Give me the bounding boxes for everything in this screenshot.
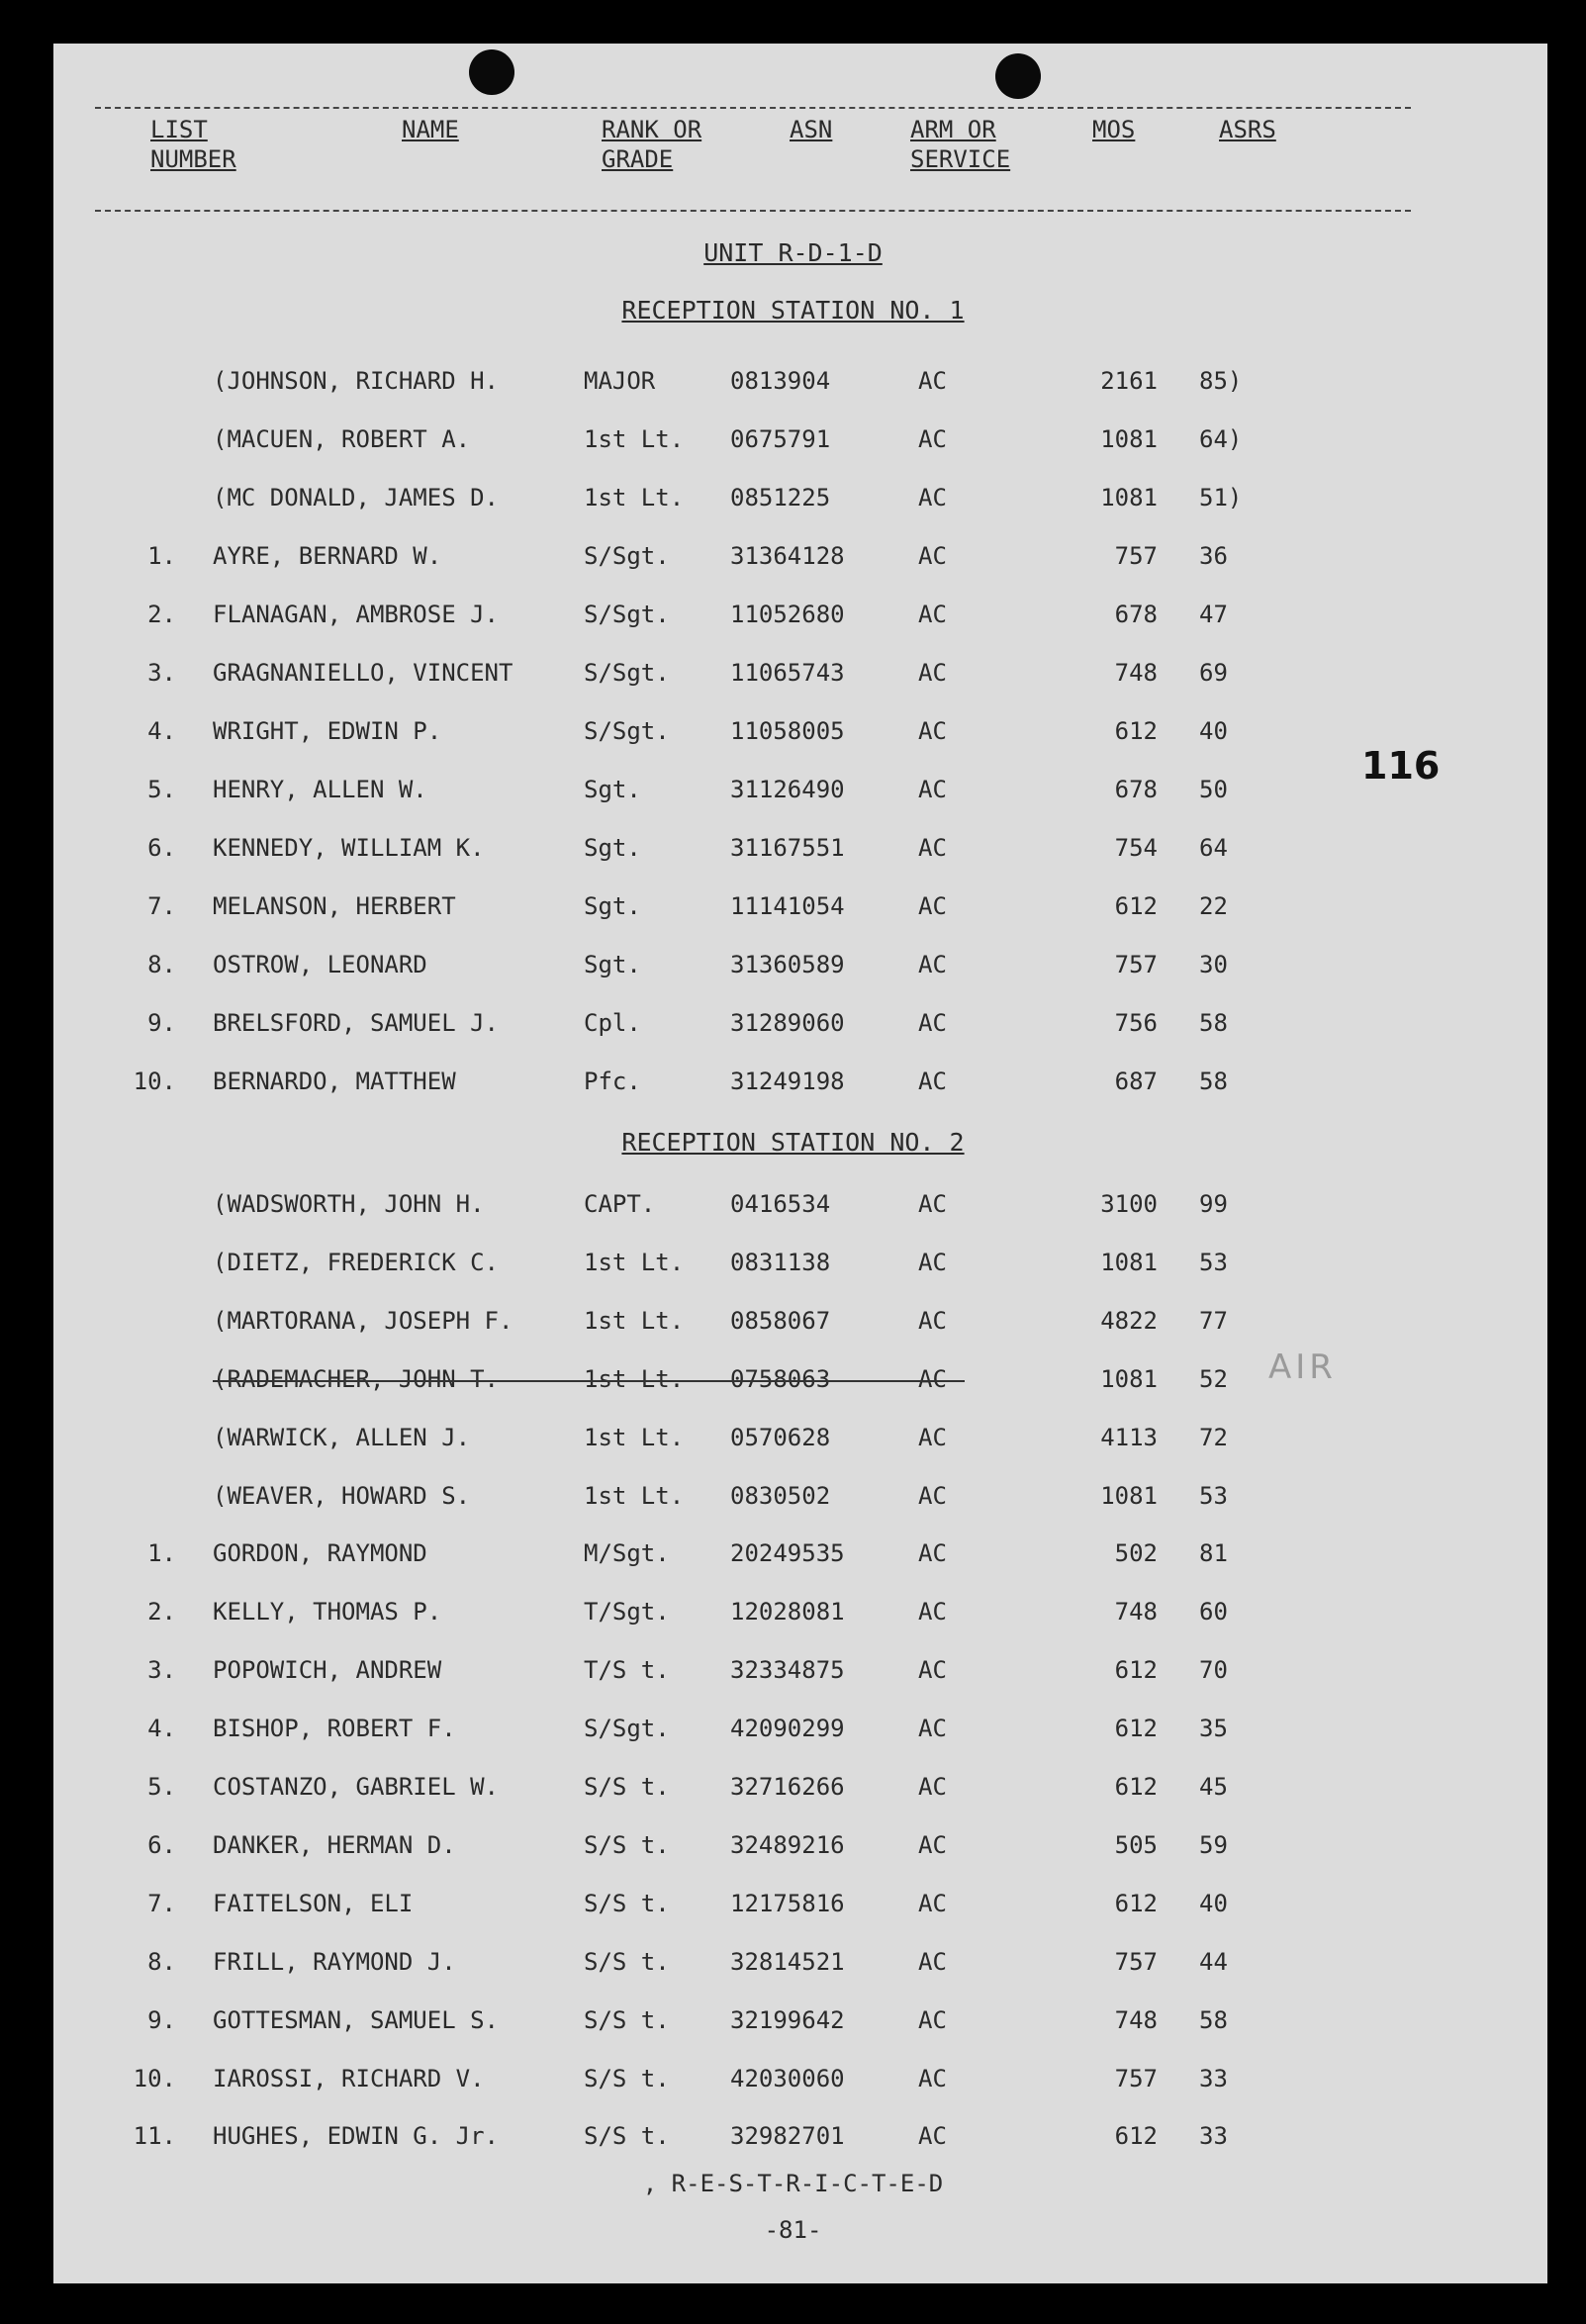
cell-asrs: 52 bbox=[1199, 1364, 1228, 1393]
strikethrough-line bbox=[213, 1380, 965, 1382]
cell-num: 2. bbox=[147, 1598, 176, 1627]
cell-rank: Pfc. bbox=[584, 1068, 641, 1095]
punch-hole bbox=[995, 53, 1041, 99]
unit-title: UNIT R-D-1-D bbox=[703, 238, 883, 267]
cell-asn: 0831138 bbox=[730, 1248, 831, 1276]
cell-asn: 32814521 bbox=[730, 1947, 845, 1976]
cell-mos: 757 bbox=[1114, 542, 1158, 570]
cell-rank: CAPT. bbox=[584, 1190, 656, 1218]
header-top-rule bbox=[95, 107, 1411, 109]
cell-asn: 32199642 bbox=[730, 2005, 845, 2034]
cell-name: (RADEMACHER, JOHN T. bbox=[213, 1364, 499, 1393]
cell-asn: 31249198 bbox=[730, 1068, 845, 1095]
header-asrs: ASRS bbox=[1219, 116, 1276, 143]
cell-arm: AC bbox=[918, 1009, 947, 1037]
table-row bbox=[0, 1831, 1586, 1871]
table-row bbox=[0, 1598, 1586, 1637]
cell-rank: 1st Lt. bbox=[584, 1248, 685, 1276]
table-row bbox=[0, 717, 1586, 757]
cell-name: FLANAGAN, AMBROSE J. bbox=[213, 601, 499, 628]
cell-asn: 11058005 bbox=[730, 717, 845, 745]
cell-asn: 0813904 bbox=[730, 367, 831, 395]
cell-arm: AC bbox=[918, 484, 947, 511]
cell-rank: 1st Lt. bbox=[584, 425, 685, 453]
cell-asn: 32716266 bbox=[730, 1773, 845, 1801]
cell-asrs: 58 bbox=[1199, 2005, 1228, 2034]
cell-asn: 31364128 bbox=[730, 542, 845, 570]
cell-arm: AC bbox=[918, 1068, 947, 1095]
cell-rank: Cpl. bbox=[584, 1009, 641, 1037]
cell-num: 5. bbox=[147, 776, 176, 803]
table-row bbox=[0, 776, 1586, 815]
cell-name: (WEAVER, HOWARD S. bbox=[213, 1481, 471, 1510]
cell-name: COSTANZO, GABRIEL W. bbox=[213, 1773, 499, 1801]
cell-name: POPOWICH, ANDREW bbox=[213, 1656, 442, 1685]
restricted-marking: , R-E-S-T-R-I-C-T-E-D bbox=[642, 2170, 944, 2197]
header-list-number: LIST NUMBER bbox=[150, 116, 236, 173]
cell-num: 10. bbox=[133, 1068, 176, 1095]
table-row bbox=[0, 2065, 1586, 2104]
table-row bbox=[0, 542, 1586, 582]
table-row bbox=[0, 1890, 1586, 1929]
cell-mos: 756 bbox=[1114, 1009, 1158, 1037]
cell-name: KENNEDY, WILLIAM K. bbox=[213, 834, 485, 862]
section-title-station-1: RECEPTION STATION NO. 1 bbox=[621, 296, 965, 325]
cell-asrs: 51) bbox=[1199, 484, 1243, 511]
table-row bbox=[0, 425, 1586, 465]
cell-asrs: 64 bbox=[1199, 834, 1228, 862]
cell-mos: 612 bbox=[1114, 1715, 1158, 1743]
table-row bbox=[0, 1249, 1586, 1288]
cell-num: 1. bbox=[147, 542, 176, 570]
cell-asrs: 47 bbox=[1199, 601, 1228, 628]
table-row bbox=[0, 1482, 1586, 1522]
cell-name: MELANSON, HERBERT bbox=[213, 892, 456, 920]
cell-arm: AC bbox=[918, 834, 947, 862]
cell-name: FRILL, RAYMOND J. bbox=[213, 1947, 456, 1976]
cell-num: 7. bbox=[147, 892, 176, 920]
table-row bbox=[0, 659, 1586, 698]
cell-asn: 12175816 bbox=[730, 1889, 845, 1917]
table-row bbox=[0, 1773, 1586, 1813]
cell-asrs: 40 bbox=[1199, 717, 1228, 745]
cell-arm: AC bbox=[918, 1364, 947, 1393]
table-row bbox=[0, 601, 1586, 640]
cell-name: OSTROW, LEONARD bbox=[213, 951, 427, 978]
cell-num: 2. bbox=[147, 601, 176, 628]
cell-asrs: 45 bbox=[1199, 1773, 1228, 1801]
cell-name: BERNARDO, MATTHEW bbox=[213, 1068, 456, 1095]
table-row bbox=[0, 834, 1586, 874]
cell-num: 6. bbox=[147, 834, 176, 862]
cell-name: KELLY, THOMAS P. bbox=[213, 1598, 442, 1627]
cell-num: 7. bbox=[147, 1889, 176, 1917]
cell-arm: AC bbox=[918, 425, 947, 453]
cell-asrs: 33 bbox=[1199, 2064, 1228, 2092]
cell-rank: S/S t. bbox=[584, 2064, 670, 2092]
cell-rank: 1st Lt. bbox=[584, 1481, 685, 1510]
cell-mos: 2161 bbox=[1100, 367, 1158, 395]
cell-arm: AC bbox=[918, 1539, 947, 1568]
cell-num: 10. bbox=[133, 2064, 176, 2092]
cell-rank: 1st Lt. bbox=[584, 1423, 685, 1451]
table-row bbox=[0, 1539, 1586, 1579]
cell-arm: AC bbox=[918, 2122, 947, 2151]
cell-rank: S/S t. bbox=[584, 2122, 670, 2151]
cell-rank: S/Sgt. bbox=[584, 1715, 670, 1743]
cell-arm: AC bbox=[918, 2005, 947, 2034]
cell-asrs: 72 bbox=[1199, 1423, 1228, 1451]
cell-name: GRAGNANIELLO, VINCENT bbox=[213, 659, 513, 687]
cell-rank: S/S t. bbox=[584, 2005, 670, 2034]
cell-name: (MC DONALD, JAMES D. bbox=[213, 484, 499, 511]
cell-asrs: 53 bbox=[1199, 1248, 1228, 1276]
cell-num: 8. bbox=[147, 1947, 176, 1976]
cell-asrs: 30 bbox=[1199, 951, 1228, 978]
cell-asrs: 35 bbox=[1199, 1715, 1228, 1743]
cell-rank: S/S t. bbox=[584, 1830, 670, 1859]
cell-num: 11. bbox=[133, 2122, 176, 2151]
cell-mos: 612 bbox=[1114, 1656, 1158, 1685]
table-row bbox=[0, 367, 1586, 407]
cell-arm: AC bbox=[918, 892, 947, 920]
cell-rank: S/Sgt. bbox=[584, 717, 670, 745]
cell-asn: 20249535 bbox=[730, 1539, 845, 1568]
cell-asrs: 64) bbox=[1199, 425, 1243, 453]
cell-num: 4. bbox=[147, 1715, 176, 1743]
cell-num: 8. bbox=[147, 951, 176, 978]
cell-asrs: 22 bbox=[1199, 892, 1228, 920]
cell-mos: 1081 bbox=[1100, 1364, 1158, 1393]
cell-mos: 612 bbox=[1114, 717, 1158, 745]
cell-rank: S/S t. bbox=[584, 1889, 670, 1917]
cell-rank: MAJOR bbox=[584, 367, 656, 395]
cell-num: 6. bbox=[147, 1830, 176, 1859]
cell-arm: AC bbox=[918, 1830, 947, 1859]
cell-mos: 1081 bbox=[1100, 484, 1158, 511]
cell-asrs: 50 bbox=[1199, 776, 1228, 803]
cell-name: GORDON, RAYMOND bbox=[213, 1539, 427, 1568]
cell-mos: 678 bbox=[1114, 601, 1158, 628]
cell-asn: 0570628 bbox=[730, 1423, 831, 1451]
cell-arm: AC bbox=[918, 1248, 947, 1276]
cell-arm: AC bbox=[918, 1481, 947, 1510]
cell-name: (MARTORANA, JOSEPH F. bbox=[213, 1306, 513, 1335]
table-row bbox=[0, 484, 1586, 523]
cell-name: (WARWICK, ALLEN J. bbox=[213, 1423, 471, 1451]
cell-mos: 4113 bbox=[1100, 1423, 1158, 1451]
cell-asn: 11065743 bbox=[730, 659, 845, 687]
cell-mos: 754 bbox=[1114, 834, 1158, 862]
cell-asrs: 58 bbox=[1199, 1068, 1228, 1095]
section-title-station-2: RECEPTION STATION NO. 2 bbox=[621, 1128, 965, 1157]
cell-name: BRELSFORD, SAMUEL J. bbox=[213, 1009, 499, 1037]
cell-mos: 612 bbox=[1114, 892, 1158, 920]
cell-mos: 612 bbox=[1114, 1889, 1158, 1917]
cell-asn: 32489216 bbox=[730, 1830, 845, 1859]
cell-mos: 748 bbox=[1114, 1598, 1158, 1627]
cell-mos: 1081 bbox=[1100, 425, 1158, 453]
header-rank-grade: RANK OR GRADE bbox=[602, 116, 702, 173]
cell-rank: Sgt. bbox=[584, 892, 641, 920]
cell-mos: 612 bbox=[1114, 1773, 1158, 1801]
cell-asn: 11141054 bbox=[730, 892, 845, 920]
cell-rank: Sgt. bbox=[584, 834, 641, 862]
cell-rank: T/S t. bbox=[584, 1656, 670, 1685]
table-row bbox=[0, 1656, 1586, 1696]
cell-asn: 11052680 bbox=[730, 601, 845, 628]
table-row bbox=[0, 1068, 1586, 1107]
cell-asrs: 77 bbox=[1199, 1306, 1228, 1335]
cell-rank: S/Sgt. bbox=[584, 659, 670, 687]
cell-asn: 0675791 bbox=[730, 425, 831, 453]
cell-num: 1. bbox=[147, 1539, 176, 1568]
cell-asn: 32982701 bbox=[730, 2122, 845, 2151]
cell-arm: AC bbox=[918, 951, 947, 978]
header-bottom-rule bbox=[95, 210, 1411, 212]
cell-arm: AC bbox=[918, 2064, 947, 2092]
cell-name: (WADSWORTH, JOHN H. bbox=[213, 1190, 485, 1218]
cell-asrs: 53 bbox=[1199, 1481, 1228, 1510]
cell-mos: 757 bbox=[1114, 1947, 1158, 1976]
cell-name: AYRE, BERNARD W. bbox=[213, 542, 442, 570]
cell-mos: 505 bbox=[1114, 1830, 1158, 1859]
cell-asrs: 81 bbox=[1199, 1539, 1228, 1568]
cell-rank: S/Sgt. bbox=[584, 601, 670, 628]
cell-asn: 31167551 bbox=[730, 834, 845, 862]
cell-name: GOTTESMAN, SAMUEL S. bbox=[213, 2005, 499, 2034]
cell-asn: 12028081 bbox=[730, 1598, 845, 1627]
cell-mos: 687 bbox=[1114, 1068, 1158, 1095]
cell-asn: 31126490 bbox=[730, 776, 845, 803]
page-stamp-number: 116 bbox=[1361, 744, 1441, 788]
header-name: NAME bbox=[402, 116, 459, 143]
cell-asn: 31360589 bbox=[730, 951, 845, 978]
cell-asrs: 69 bbox=[1199, 659, 1228, 687]
cell-name: FAITELSON, ELI bbox=[213, 1889, 414, 1917]
cell-num: 9. bbox=[147, 2005, 176, 2034]
cell-asrs: 59 bbox=[1199, 1830, 1228, 1859]
cell-arm: AC bbox=[918, 1656, 947, 1685]
cell-num: 9. bbox=[147, 1009, 176, 1037]
cell-arm: AC bbox=[918, 1715, 947, 1743]
table-row bbox=[0, 951, 1586, 990]
cell-asn: 0416534 bbox=[730, 1190, 831, 1218]
punch-hole bbox=[469, 49, 514, 95]
table-row bbox=[0, 1307, 1586, 1347]
cell-mos: 757 bbox=[1114, 951, 1158, 978]
header-mos: MOS bbox=[1092, 116, 1136, 143]
cell-arm: AC bbox=[918, 367, 947, 395]
cell-asrs: 36 bbox=[1199, 542, 1228, 570]
cell-asrs: 70 bbox=[1199, 1656, 1228, 1685]
cell-name: (JOHNSON, RICHARD H. bbox=[213, 367, 499, 395]
cell-asrs: 40 bbox=[1199, 1889, 1228, 1917]
cell-mos: 678 bbox=[1114, 776, 1158, 803]
cell-asn: 42090299 bbox=[730, 1715, 845, 1743]
column-header bbox=[95, 107, 1411, 214]
cell-rank: M/Sgt. bbox=[584, 1539, 670, 1568]
cell-name: BISHOP, ROBERT F. bbox=[213, 1715, 456, 1743]
cell-name: HENRY, ALLEN W. bbox=[213, 776, 427, 803]
cell-arm: AC bbox=[918, 1598, 947, 1627]
cell-asrs: 58 bbox=[1199, 1009, 1228, 1037]
cell-arm: AC bbox=[918, 1947, 947, 1976]
cell-rank: 1st Lt. bbox=[584, 484, 685, 511]
cell-rank: T/Sgt. bbox=[584, 1598, 670, 1627]
cell-arm: AC bbox=[918, 1773, 947, 1801]
cell-asrs: 60 bbox=[1199, 1598, 1228, 1627]
cell-num: 3. bbox=[147, 1656, 176, 1685]
cell-arm: AC bbox=[918, 1423, 947, 1451]
cell-asn: 42030060 bbox=[730, 2064, 845, 2092]
cell-mos: 1081 bbox=[1100, 1481, 1158, 1510]
cell-rank: S/S t. bbox=[584, 1773, 670, 1801]
cell-name: (MACUEN, ROBERT A. bbox=[213, 425, 471, 453]
cell-num: 5. bbox=[147, 1773, 176, 1801]
cell-rank: S/S t. bbox=[584, 1947, 670, 1976]
cell-rank: Sgt. bbox=[584, 951, 641, 978]
header-asn: ASN bbox=[790, 116, 833, 143]
cell-arm: AC bbox=[918, 1190, 947, 1218]
cell-arm: AC bbox=[918, 1306, 947, 1335]
cell-name: IAROSSI, RICHARD V. bbox=[213, 2064, 485, 2092]
cell-arm: AC bbox=[918, 717, 947, 745]
cell-mos: 4822 bbox=[1100, 1306, 1158, 1335]
header-arm-service: ARM OR SERVICE bbox=[910, 116, 1011, 173]
table-row bbox=[0, 1009, 1586, 1049]
cell-name: WRIGHT, EDWIN P. bbox=[213, 717, 442, 745]
cell-asrs: 99 bbox=[1199, 1190, 1228, 1218]
table-row bbox=[0, 2122, 1586, 2162]
cell-mos: 748 bbox=[1114, 2005, 1158, 2034]
cell-asn: 0858067 bbox=[730, 1306, 831, 1335]
cell-asn: 31289060 bbox=[730, 1009, 845, 1037]
cell-asrs: 85) bbox=[1199, 367, 1243, 395]
cell-arm: AC bbox=[918, 601, 947, 628]
cell-num: 4. bbox=[147, 717, 176, 745]
cell-name: HUGHES, EDWIN G. Jr. bbox=[213, 2122, 499, 2151]
cell-rank: S/Sgt. bbox=[584, 542, 670, 570]
cell-asn: 32334875 bbox=[730, 1656, 845, 1685]
cell-asn: 0851225 bbox=[730, 484, 831, 511]
cell-arm: AC bbox=[918, 1889, 947, 1917]
cell-rank: Sgt. bbox=[584, 776, 641, 803]
cell-name: (DIETZ, FREDERICK C. bbox=[213, 1248, 499, 1276]
cell-asn: 0830502 bbox=[730, 1481, 831, 1510]
page-number: -81- bbox=[764, 2216, 822, 2244]
cell-asn: 0758063 bbox=[730, 1364, 831, 1393]
table-row bbox=[0, 1424, 1586, 1463]
handwritten-annotation: AIR bbox=[1268, 1348, 1337, 1387]
cell-mos: 612 bbox=[1114, 2122, 1158, 2151]
cell-asrs: 33 bbox=[1199, 2122, 1228, 2151]
table-row bbox=[0, 892, 1586, 932]
cell-mos: 502 bbox=[1114, 1539, 1158, 1568]
cell-asrs: 44 bbox=[1199, 1947, 1228, 1976]
cell-rank: 1st Lt. bbox=[584, 1364, 685, 1393]
cell-num: 3. bbox=[147, 659, 176, 687]
table-row bbox=[0, 1365, 1586, 1405]
cell-mos: 748 bbox=[1114, 659, 1158, 687]
cell-arm: AC bbox=[918, 542, 947, 570]
cell-rank: 1st Lt. bbox=[584, 1306, 685, 1335]
table-row bbox=[0, 2006, 1586, 2046]
table-row bbox=[0, 1948, 1586, 1988]
cell-name: DANKER, HERMAN D. bbox=[213, 1830, 456, 1859]
cell-mos: 1081 bbox=[1100, 1248, 1158, 1276]
cell-arm: AC bbox=[918, 659, 947, 687]
table-row bbox=[0, 1715, 1586, 1754]
cell-mos: 3100 bbox=[1100, 1190, 1158, 1218]
table-row bbox=[0, 1190, 1586, 1230]
cell-mos: 757 bbox=[1114, 2064, 1158, 2092]
cell-arm: AC bbox=[918, 776, 947, 803]
